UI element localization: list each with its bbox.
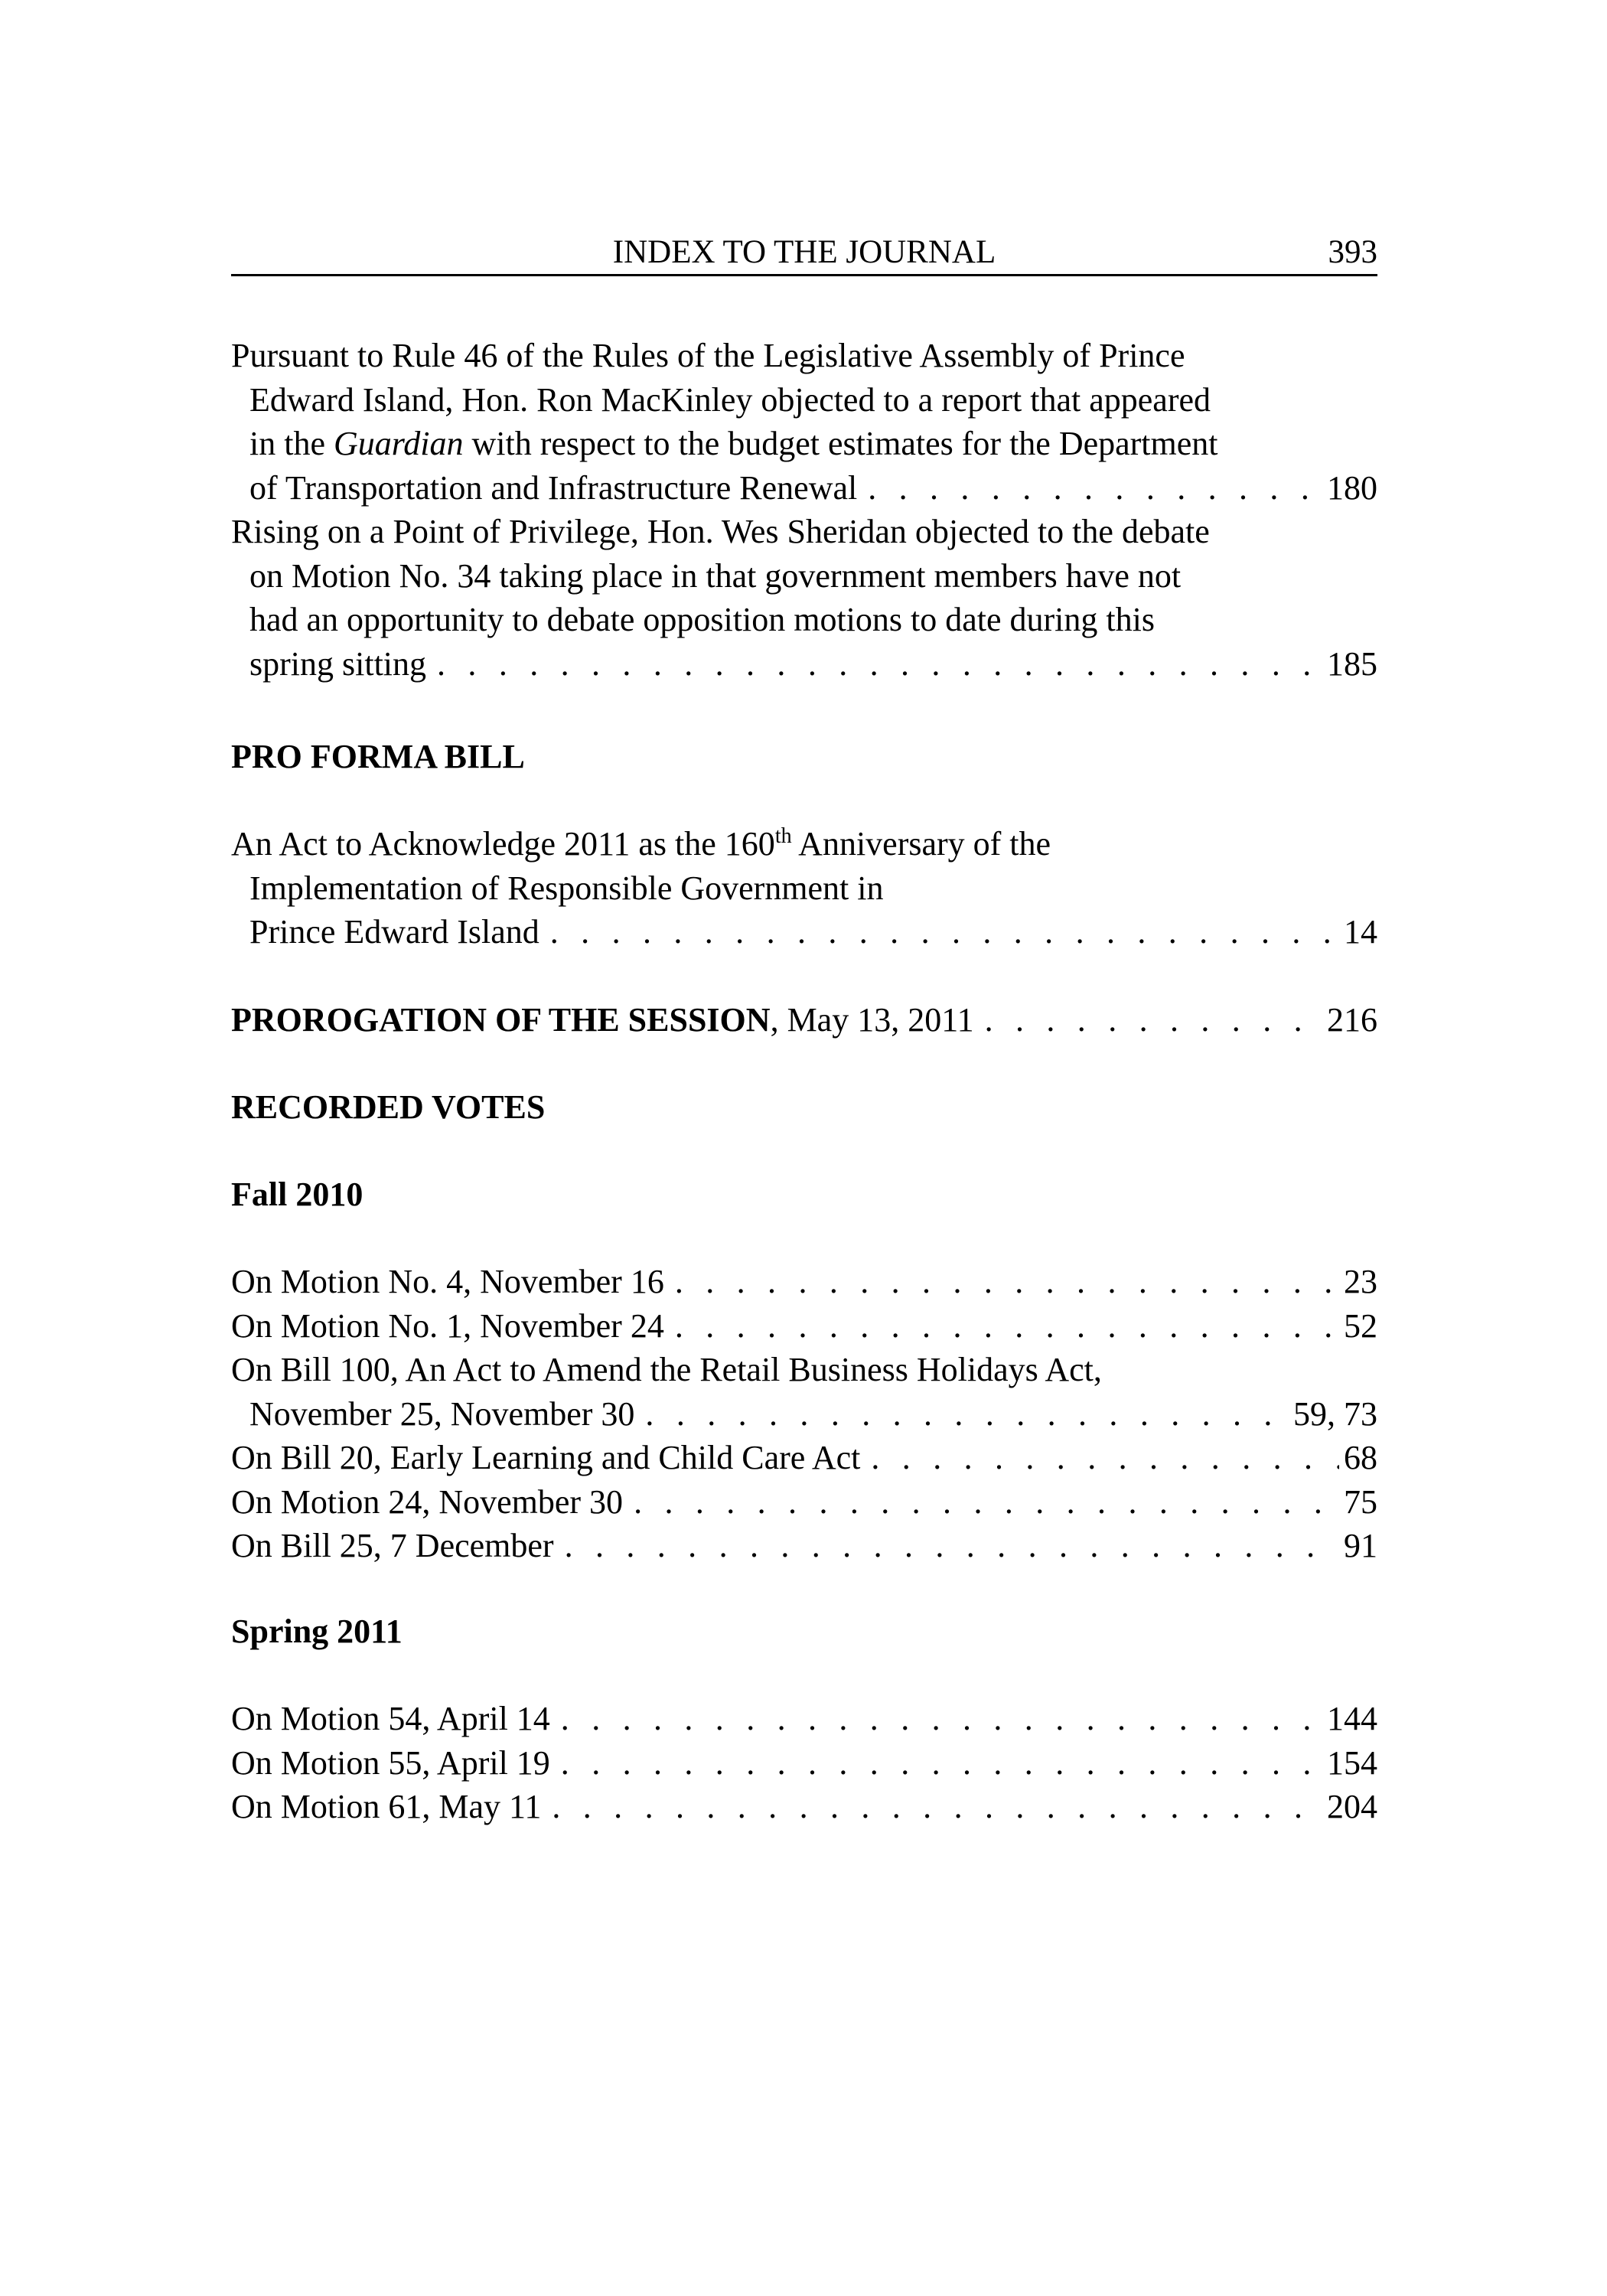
subsection-heading: Fall 2010 <box>231 1176 363 1213</box>
vote-entry <box>231 1436 1377 1480</box>
vote-entry-text: On Motion 54, April 14 <box>231 1700 550 1737</box>
entry-line: Edward Island, Hon. Ron MacKinley objected to a report that appeared <box>249 380 1211 419</box>
page-reference: 91 <box>1344 1527 1377 1564</box>
page-reference: 68 <box>1344 1439 1377 1476</box>
vote-entry <box>231 1480 1377 1525</box>
dot-leader <box>552 1785 1322 1829</box>
page-reference: 185 <box>1327 644 1377 683</box>
entry-line-text: Anniversary of the <box>791 825 1051 863</box>
page-reference: 59, 73 <box>1293 1394 1377 1433</box>
page-reference: 144 <box>1327 1700 1377 1737</box>
page-reference: 75 <box>1344 1482 1377 1521</box>
entry-leader-line <box>231 466 1377 510</box>
index-entry-rule-46 <box>231 334 1377 510</box>
vote-entry <box>231 1260 1377 1304</box>
dot-leader <box>985 998 1322 1042</box>
dot-leader <box>550 910 1339 954</box>
spring-2011-subsection <box>231 1609 1377 1654</box>
dot-leader <box>437 642 1322 687</box>
vote-entry-text: On Bill 100, An Act to Amend the Retail Business Holidays Act, <box>231 1351 1102 1388</box>
vote-entry <box>231 1392 1377 1437</box>
page-reference: 204 <box>1327 1788 1377 1825</box>
page-reference: 216 <box>1327 1001 1377 1039</box>
entry-line-text: An Act to Acknowledge 2011 as the 160 <box>231 825 775 863</box>
pro-forma-entry <box>231 822 1377 954</box>
entry-line: Pursuant to Rule 46 of the Rules of the Legislative Assembly of Prince <box>231 337 1185 374</box>
vote-entry-text: On Motion No. 1, November 24 <box>231 1306 664 1345</box>
index-entry-point-of-privilege <box>231 510 1377 686</box>
newspaper-title: Guardian <box>333 425 464 462</box>
vote-entry <box>231 1741 1377 1786</box>
running-head-title: INDEX TO THE JOURNAL <box>612 234 996 270</box>
pro-forma-section <box>231 735 1377 779</box>
vote-entry-text: On Motion No. 4, November 16 <box>231 1263 664 1300</box>
entry-line-text: Prince Edward Island <box>249 913 539 951</box>
dot-leader <box>675 1260 1339 1304</box>
vote-entry <box>231 1524 1377 1568</box>
vote-entry <box>231 1697 1377 1741</box>
subsection-heading: Spring 2011 <box>231 1613 403 1650</box>
vote-entry-text: On Motion 61, May 11 <box>231 1788 542 1825</box>
entry-leader-line <box>231 998 1377 1042</box>
fall-2010-entries <box>231 1260 1377 1568</box>
page-number: 393 <box>1328 234 1377 270</box>
entry-line <box>231 422 1377 466</box>
entry-line: on Motion No. 34 taking place in that government members have not <box>249 556 1182 595</box>
page-reference: 23 <box>1344 1263 1377 1300</box>
dot-leader <box>561 1697 1322 1741</box>
prorogation-section <box>231 998 1377 1042</box>
running-head <box>231 231 1377 276</box>
recorded-votes-section <box>231 1085 1377 1130</box>
entry-leader-line <box>231 642 1377 687</box>
vote-entry <box>231 1785 1377 1829</box>
entry-leader-line <box>231 910 1377 954</box>
dot-leader <box>868 466 1322 510</box>
dot-leader <box>645 1392 1289 1437</box>
dot-leader <box>561 1741 1322 1786</box>
fall-2010-subsection <box>231 1172 1377 1217</box>
vote-entry-text: November 25, November 30 <box>249 1394 635 1433</box>
entry-line-text: of Transportation and Infrastructure Renewal <box>249 468 858 507</box>
section-heading: PRO FORMA BILL <box>231 738 525 775</box>
dot-leader <box>565 1524 1339 1568</box>
entry-line <box>231 822 1377 866</box>
entry-line: Implementation of Responsible Government in <box>249 869 884 907</box>
vote-entry-text: On Bill 20, Early Learning and Child Care Act <box>231 1439 861 1476</box>
prorogation-text <box>231 998 974 1042</box>
page-reference: 154 <box>1327 1743 1377 1782</box>
dot-leader <box>634 1480 1339 1525</box>
vote-entry-text: On Motion 55, April 19 <box>231 1743 550 1782</box>
section-heading: RECORDED VOTES <box>231 1088 546 1126</box>
entry-line-text: with respect to the budget estimates for the Department <box>463 425 1218 462</box>
vote-entry-text: On Motion 24, November 30 <box>231 1482 624 1521</box>
page-reference: 52 <box>1344 1306 1377 1345</box>
dot-leader <box>871 1436 1339 1480</box>
entry-line-text: spring sitting <box>249 644 427 683</box>
entry-line: Rising on a Point of Privilege, Hon. Wes Sheridan objected to the debate <box>231 513 1210 550</box>
vote-entry <box>231 1304 1377 1349</box>
entry-line: had an opportunity to debate opposition motions to date during this <box>249 601 1155 638</box>
journal-index-page <box>231 231 1377 1825</box>
page-reference: 14 <box>1344 913 1377 951</box>
spring-2011-entries <box>231 1697 1377 1829</box>
page-reference: 180 <box>1327 468 1377 507</box>
vote-entry-text: On Bill 25, 7 December <box>231 1527 554 1564</box>
dot-leader <box>675 1304 1339 1349</box>
prorogation-date: , May 13, 2011 <box>770 1001 974 1039</box>
entry-line-text: in the <box>249 425 334 462</box>
section-heading: PROROGATION OF THE SESSION <box>231 1001 771 1039</box>
privilege-entries <box>231 334 1377 686</box>
ordinal-suffix: th <box>774 824 792 848</box>
